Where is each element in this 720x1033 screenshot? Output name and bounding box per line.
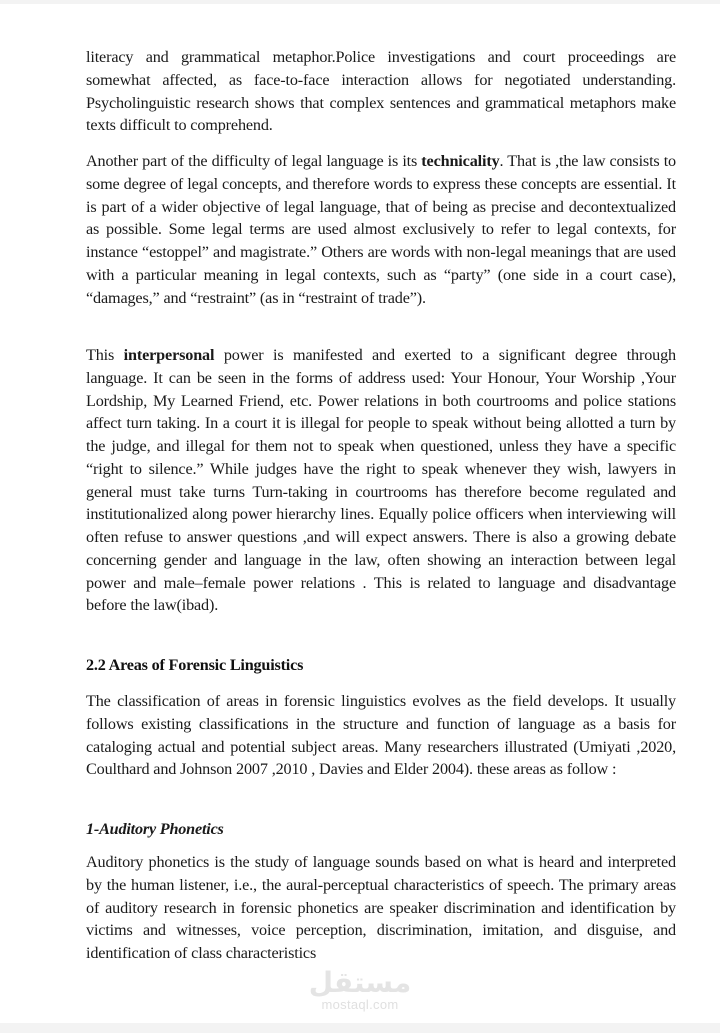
paragraph-text: power is manifested and exerted to a significant degree through language. It can be seen in the forms of address used: Your Honour, Your Worship ,Your Lordship, My Learned Friend, etc. Power relations in both courtrooms and police stations affect turn taking. In a court it is illegal for people to speak without being allotted a turn by the judge, and illegal for them not to speak when questioned, unless they have a specific “right to silence.” While judges have the right to speak whenever they wish, lawyers in general must take turns Turn-taking in courtrooms has therefore become regulated and institutionalized along power hierarchy lines. Equally police officers when interviewing will often refuse to answer questions ,and will expect answers. There is also a growing debate concerning gender and language in the law, often showing an interaction between legal power and male–female power relations . This is related to language and disadvantage before the law(ibad). <box>86 346 676 615</box>
bold-term-interpersonal: interpersonal <box>123 346 215 364</box>
subsection-heading: 1-Auditory Phonetics <box>86 820 224 838</box>
paragraph-literacy <box>86 46 676 137</box>
paragraph-text: literacy and grammatical metaphor.Police investigations and court proceedings are somewhat affected, as face-to-face interaction allows for negotiated understanding. Psycholinguistic research shows that complex sentences and grammatical metaphors make texts difficult to comprehend. <box>86 48 676 135</box>
section-heading: 2.2 Areas of Forensic Linguistics <box>86 656 304 674</box>
watermark-arabic: مستقل <box>308 967 412 998</box>
paragraph-technicality <box>86 150 676 309</box>
paragraph-classification: The classification of areas in forensic linguistics evolves as the field develops. It usually follows existing classifications in the structure and function of language as a basis for cataloging actual and potential subject areas. Many researchers illustrated (Umiyati ,2020, Coulthard and Johnson 2007 ,2010 , Davies and Elder 2004). these areas as follow : <box>86 692 676 779</box>
paragraph-text: Another part of the difficulty of legal language is its <box>86 152 422 170</box>
top-edge-band <box>0 0 720 4</box>
bottom-edge-band <box>0 1023 720 1033</box>
paragraph-text: This <box>86 346 124 364</box>
paragraph-interpersonal <box>86 344 676 617</box>
paragraph-auditory-phonetics: Auditory phonetics is the study of language sounds based on what is heard and interpreted by the human listener, i.e., the aural-perceptual characteristics of speech. The primary areas of auditory research in forensic phonetics are speaker discrimination and identification by victims and witnesses, voice perception, discrimination, imitation, and disguise, and identification of class characteristics <box>86 853 676 962</box>
watermark-logo <box>300 968 420 1012</box>
paragraph-text: . That is ,the law consists to some degree of legal concepts, and therefore words to express these concepts are essential. It is part of a wider objective of legal language, that of being as precise and decontextualized as possible. Some legal terms are used almost exclusively to refer to legal contexts, for instance “estoppel” and magistrate.” Others are words with non-legal meanings that are used with a particular meaning in legal contexts, such as “party” (one side in a court case), “damages,” and “restraint” (as in “restraint of trade”). <box>86 152 676 307</box>
watermark-url: mostaql.com <box>321 997 399 1012</box>
bold-term-technicality: technicality <box>421 152 500 170</box>
